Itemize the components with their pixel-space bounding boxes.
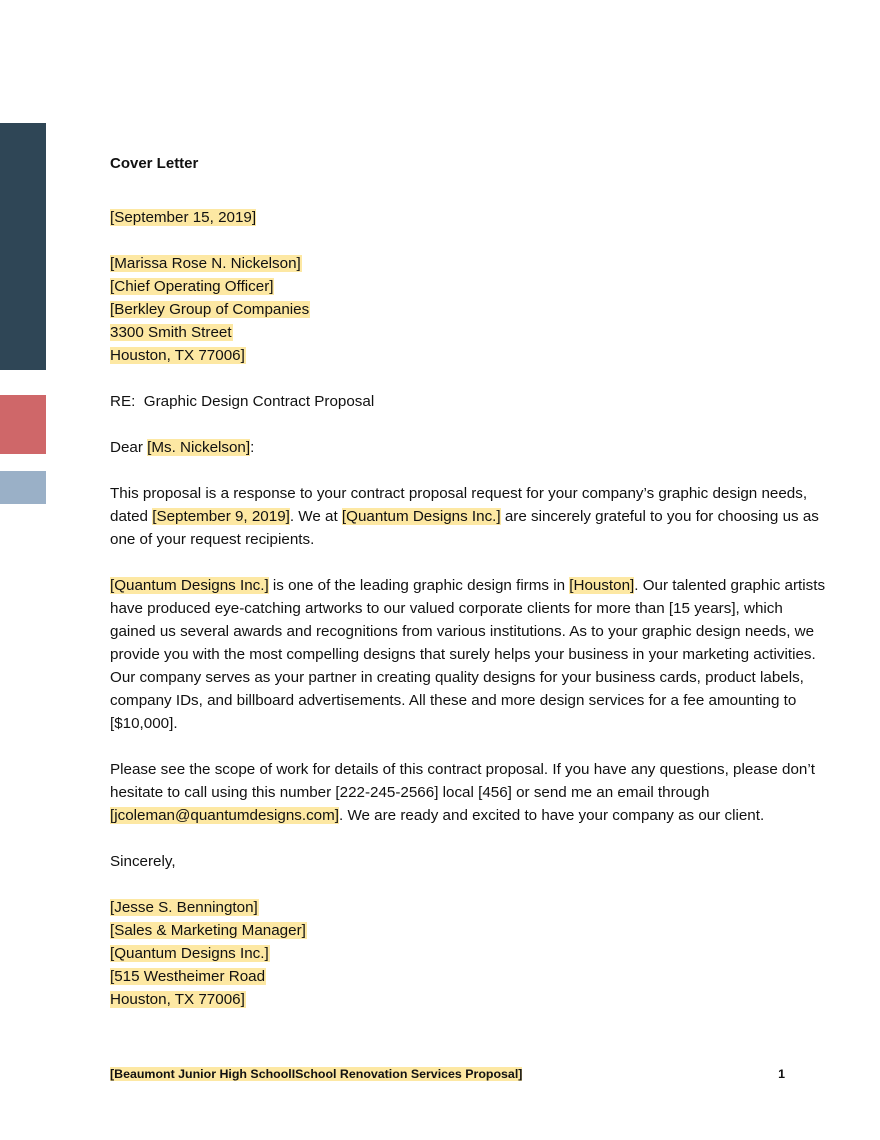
p1-text-a: This proposal is a response to your contract proposal request for your company’s graphic design needs, dated: [110, 485, 808, 525]
subject-line: RE: Graphic Design Contract Proposal: [110, 393, 375, 410]
p3-text-a: Please see the scope of work for details of this contract proposal. If you have any questions, please don’t hesitate to call using this number [222-245-2566] local [456] or send me an email through: [110, 761, 815, 801]
recipient-name: [Marissa Rose N. Nickelson]: [110, 255, 301, 272]
p2-text-b: . Our talented graphic artists have produced eye-catching artworks to our valued corporate clients for more than [15 years], which gained us several awards and recognitions from various institutions. As to your graphic design needs, we provide you with the most compelling designs that surely helps your business in your marketing activities. Our company serves as your partner in creating quality designs for your business cards, product labels, company IDs, and billboard advertisements. All these and more design services for a fee amounting to [$10,000].: [110, 577, 826, 732]
page-number: 1: [778, 1067, 785, 1081]
page-title: Cover Letter: [110, 155, 199, 172]
salutation-name: [Ms. Nickelson]: [147, 439, 251, 456]
recipient-address: [110, 252, 830, 367]
salutation-suffix: :: [250, 439, 255, 456]
sender-address: [110, 896, 830, 1011]
side-bar-blue: [0, 471, 46, 504]
sender-name: [Jesse S. Bennington]: [110, 899, 258, 916]
page-footer: [110, 1065, 785, 1083]
p2-city: [Houston]: [569, 577, 635, 594]
closing: Sincerely,: [110, 853, 176, 870]
salutation-prefix: Dear: [110, 439, 148, 456]
sender-street: [515 Westheimer Road: [110, 968, 266, 985]
recipient-company: [Berkley Group of Companies: [110, 301, 310, 318]
paragraph-intro: [110, 482, 830, 551]
letter-body: [110, 152, 830, 1034]
paragraph-company: [110, 574, 830, 735]
date-field: [September 15, 2019]: [110, 209, 257, 226]
p1-date: [September 9, 2019]: [152, 508, 290, 525]
recipient-street: 3300 Smith Street: [110, 324, 232, 341]
p1-text-c: are sincerely grateful to you for choosing us as one of your request recipients.: [110, 508, 819, 548]
footer-title: [Beaumont Junior High SchoolISchool Renovation Services Proposal]: [110, 1067, 523, 1081]
sender-city: Houston, TX 77006]: [110, 991, 245, 1008]
p2-text-a: is one of the leading graphic design firms in: [268, 577, 570, 594]
letter-date: [110, 206, 830, 229]
p1-company: [Quantum Designs Inc.]: [341, 508, 501, 525]
side-bar-red: [0, 395, 46, 454]
p3-text-b: . We are ready and excited to have your company as our client.: [339, 807, 765, 824]
p2-company: [Quantum Designs Inc.]: [110, 577, 269, 594]
sender-company: [Quantum Designs Inc.]: [110, 945, 269, 962]
salutation: [110, 436, 830, 459]
recipient-city: Houston, TX 77006]: [110, 347, 245, 364]
sender-position: [Sales & Marketing Manager]: [110, 922, 306, 939]
recipient-position: [Chief Operating Officer]: [110, 278, 274, 295]
side-bar-dark: [0, 123, 46, 370]
p1-text-b: . We at: [289, 508, 342, 525]
paragraph-contact: [110, 758, 830, 827]
p3-email: [jcoleman@quantumdesigns.com]: [110, 807, 339, 824]
